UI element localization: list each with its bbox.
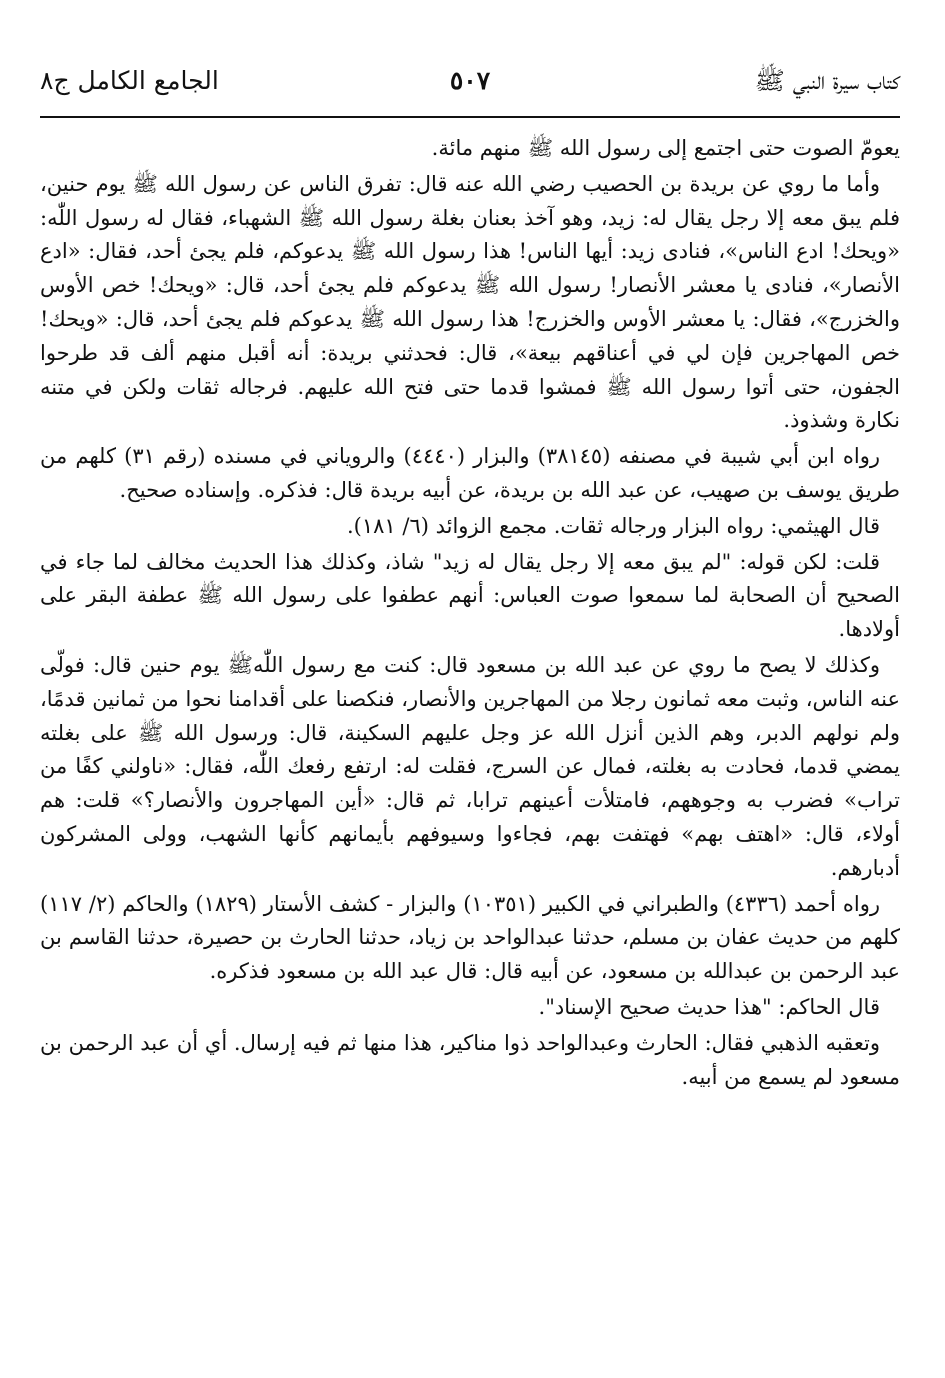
running-header (40, 60, 900, 118)
header-volume: الجامع الكامل ج٨ (40, 66, 219, 95)
header-book-title: كتاب سيرة النبي ﷺ (754, 66, 900, 95)
paragraph-ibn-masud-hadith: وكذلك لا يصح ما روي عن عبد الله بن مسعود قال: كنت مع رسول اللّٰهﷺ يوم حنين قال: فولّى عنه الناس، وثبت معه ثمانون رجلا من المهاجرين والأنصار، فنكصنا على أقدامنا نحوا من ثمانين قدمًا، ولم نولهم الدبر، وهم الذين أنزل الله عز وجل عليهم السكينة، قال: ورسول الله ﷺ على بغلته يمضي قدما، فحادت به بغلته، فمال عن السرج، فقلت له: ارتفع رفعك اللّٰه، فقال: «ناولني كفًا من تراب» فضرب به وجوههم، فامتلأت أعينهم ترابا، ثم قال: «أين المهاجرون والأنصار؟» قلت: هم أولاء، قال: «اهتف بهم» فهتفت بهم، فجاءوا وسيوفهم بأيمانهم كأنها الشهب، وولى المشركون أدبارهم. (40, 652, 900, 880)
paragraph-haythami: قال الهيثمي: رواه البزار ورجاله ثقات. مجمع الزوائد (٦/ ١٨١). (346, 513, 880, 538)
page-number: ٥٠٧ (449, 66, 491, 95)
paragraph-takhrij-buraidah: رواه ابن أبي شيبة في مصنفه (٣٨١٤٥) والبزار (٤٤٤٠) والروياني في مسنده (رقم ٣١) كلهم من طريق يوسف بن صهيب، عن عبد الله بن بريدة، عن أبيه بريدة قال: فذكره. وإسناده صحيح. (40, 444, 900, 502)
paragraph-qultu: قلت: لكن قوله: "لم يبق معه إلا رجل يقال له زيد" شاذ، وكذلك هذا الحديث مخالف لما جاء في الصحيح أن الصحابة لما سمعوا صوت العباس: أنهم عطفوا على رسول الله ﷺ عطفة البقر على أولادها. (40, 549, 900, 642)
paragraph-buraidah-hadith: وأما ما روي عن بريدة بن الحصيب رضي الله عنه قال: تفرق الناس عن رسول الله ﷺ يوم حنين، فلم يبق معه إلا رجل يقال له: زيد، وهو آخذ بعنان بغلة رسول الله ﷺ الشهباء، فقال له رسول اللّٰه: «ويحك! ادع الناس»، فنادى زيد: أيها الناس! هذا رسول الله ﷺ يدعوكم، فلم يجئ أحد، فقال: «ادع الأنصار»، فنادى يا معشر الأنصار! رسول الله ﷺ يدعوكم فلم يجئ أحد، قال: «ويحك! خص الأوس والخزرج»، فقال: يا معشر الأوس والخزرج! هذا رسول الله ﷺ يدعوكم فلم يجئ أحد، قال: «ويحك! خص المهاجرين فإن لي في أعناقهم بيعة»، قال: فحدثني بريدة: أنه أقبل منهم ألف قد طرحوا الجفون، حتى أتوا رسول الله ﷺ فمشوا قدما حتى فتح الله عليهم. فرجاله ثقات ولكن في متنه نكارة وشذوذ. (40, 171, 900, 433)
paragraph-hakim: قال الحاكم: "هذا حديث صحيح الإسناد". (538, 994, 880, 1019)
paragraph-continuation: يعومّ الصوت حتى اجتمع إلى رسول الله ﷺ منهم مائة. (431, 136, 900, 160)
page-body (40, 132, 900, 1094)
paragraph-takhrij-ahmad: رواه أحمد (٤٣٣٦) والطبراني في الكبير (١٠٣٥١) والبزار - كشف الأستار (١٨٢٩) والحاكم (٢/ ١١٧) كلهم من حديث عفان بن مسلم، حدثنا عبدالواحد بن زياد، حدثنا الحارث بن حصيرة، حدثنا القاسم بن عبد الرحمن بن عبدالله بن مسعود، عن أبيه قال: قال عبد الله بن مسعود فذكره. (40, 891, 900, 984)
paragraph-dhahabi: وتعقبه الذهبي فقال: الحارث وعبدالواحد ذوا مناكير، هذا منها ثم فيه إرسال. أي أن عبد الرحمن بن مسعود لم يسمع من أبيه. (40, 1030, 900, 1089)
